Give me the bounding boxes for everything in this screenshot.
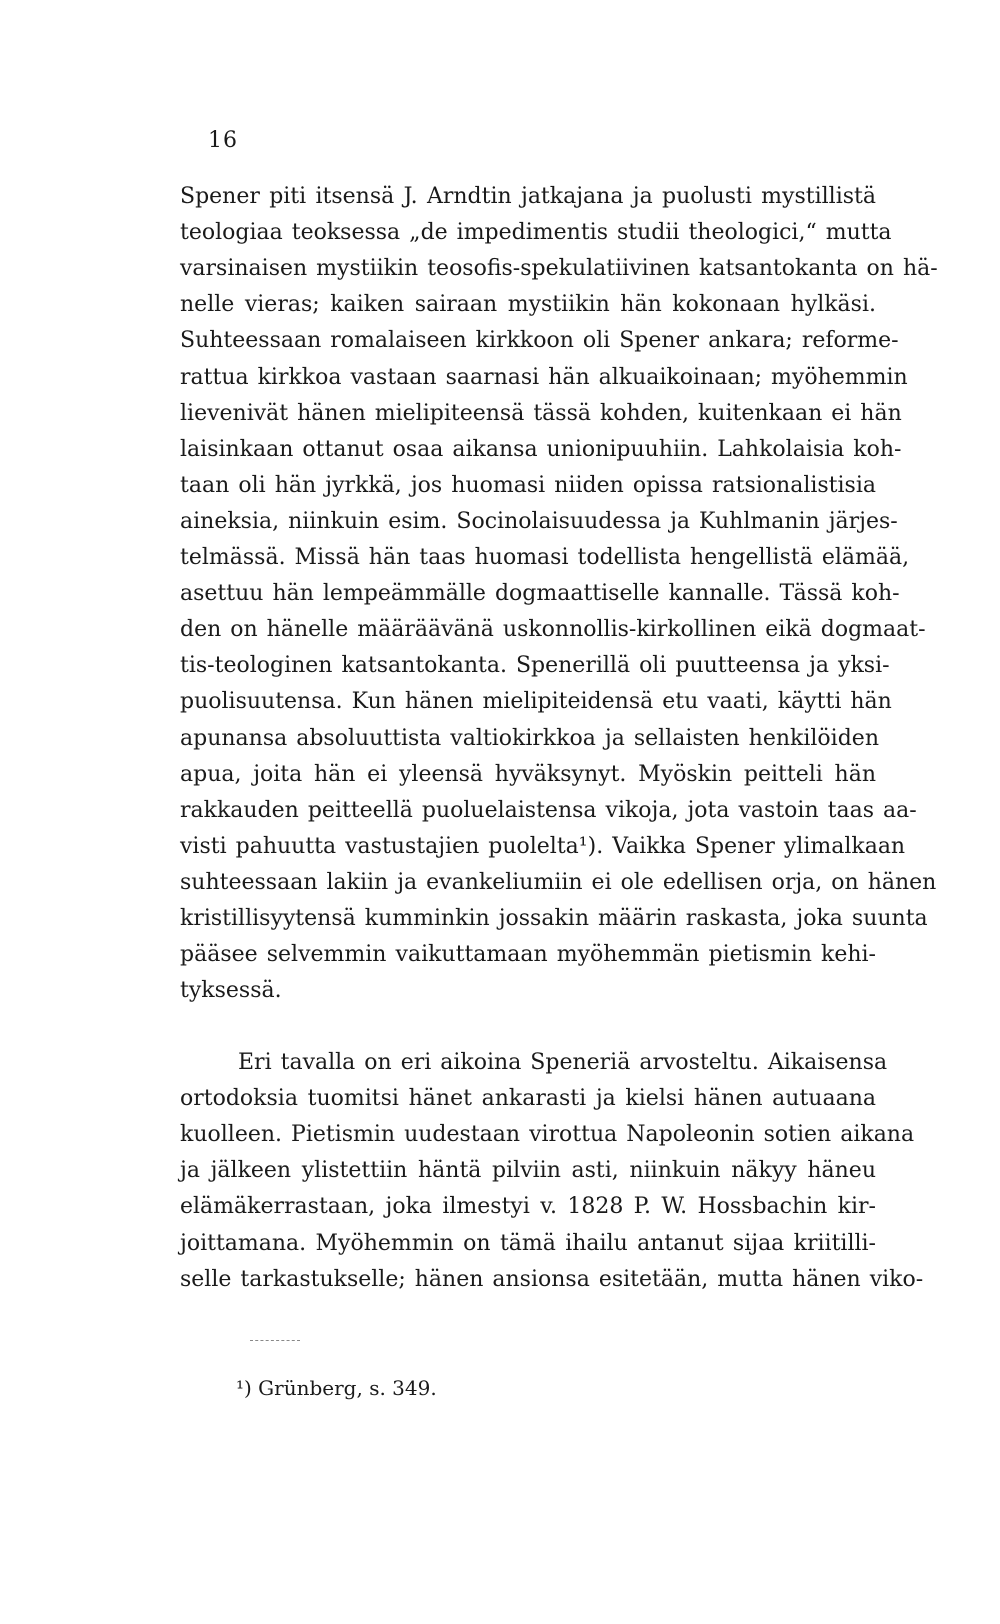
text-line: laisinkaan ottanut osaa aikansa unionipuuhiin. Lahkolaisia koh- [180,436,902,462]
text-line: den on hänelle määräävänä uskonnollis-kirkollinen eikä dogmaat- [180,617,926,643]
text-line: visti pahuutta vastustajien puolelta¹). Vaikka Spener ylimalkaan [180,833,906,859]
text-line: taan oli hän jyrkkä, jos huomasi niiden opissa ratsionalistisia [180,472,876,498]
text-line: teologiaa teoksessa „de impedimentis studii theologici,“ mutta [180,220,892,246]
text-line: tis-teologinen katsantokanta. Spenerillä oli puutteensa ja yksi- [180,653,890,679]
text-line: telmässä. Missä hän taas huomasi todellista hengellistä elämää, [180,545,910,570]
text-line: kristillisyytensä kumminkin jossakin määrin raskasta, joka suunta [180,906,928,931]
text-line: aineksia, niinkuin esim. Socinolaisuudessa ja Kuhlmanin järjes- [180,508,898,534]
footnote: ¹) Grünberg, s. 349. [236,1376,437,1400]
text-line: kuolleen. Pietismin uudestaan virottua Napoleonin sotien aikana [180,1122,915,1148]
page-number: 16 [208,128,238,153]
text-line: nelle vieras; kaiken sairaan mystiikin hän kokonaan hylkäsi. [180,292,876,318]
text-line: Spener piti itsensä J. Arndtin jatkajana ja puolusti mystillistä [180,184,876,209]
text-line: Suhteessaan romalaiseen kirkkoon oli Spener ankara; reforme- [180,328,899,354]
text-line: suhteessaan lakiin ja evankeliumiin ei ole edellisen orja, on hänen [180,869,937,895]
text-line: rattua kirkkoa vastaan saarnasi hän alkuaikoinaan; myöhemmin [180,364,908,390]
text-line: asettuu hän lempeämmälle dogmaattiselle kannalle. Tässä koh- [180,581,900,607]
text-line: apua, joita hän ei yleensä hyväksynyt. Myöskin peitteli hän [180,761,876,787]
text-line: Eri tavalla on eri aikoina Speneriä arvosteltu. Aikaisensa [238,1050,888,1075]
text-line: ortodoksia tuomitsi hänet ankarasti ja kielsi hänen autuaana [180,1086,876,1112]
text-line: selle tarkastukselle; hänen ansionsa esitetään, mutta hänen viko- [180,1266,924,1292]
text-line: rakkauden peitteellä puoluelaistensa vikoja, jota vastoin taas aa- [180,797,917,823]
text-line: pääsee selvemmin vaikuttamaan myöhemmän pietismin kehi- [180,942,876,968]
footnote-divider [250,1340,300,1341]
text-line: varsinaisen mystiikin teosofis-spekulatiivinen katsantokanta on hä- [180,256,938,282]
text-line: elämäkerrastaan, joka ilmestyi v. 1828 P. W. Hossbachin kir- [180,1194,876,1220]
text-line: apunansa absoluuttista valtiokirkkoa ja sellaisten henkilöiden [180,725,879,751]
text-line: tyksessä. [180,978,282,1004]
text-line: puolisuutensa. Kun hänen mielipiteidensä etu vaati, käytti hän [180,689,892,715]
text-line: joittamana. Myöhemmin on tämä ihailu antanut sijaa kriitilli- [180,1230,876,1256]
text-line: lievenivät hänen mielipiteensä tässä kohden, kuitenkaan ei hän [180,400,902,426]
text-line: ja jälkeen ylistettiin häntä pilviin asti, niinkuin näkyy häneu [180,1158,876,1184]
